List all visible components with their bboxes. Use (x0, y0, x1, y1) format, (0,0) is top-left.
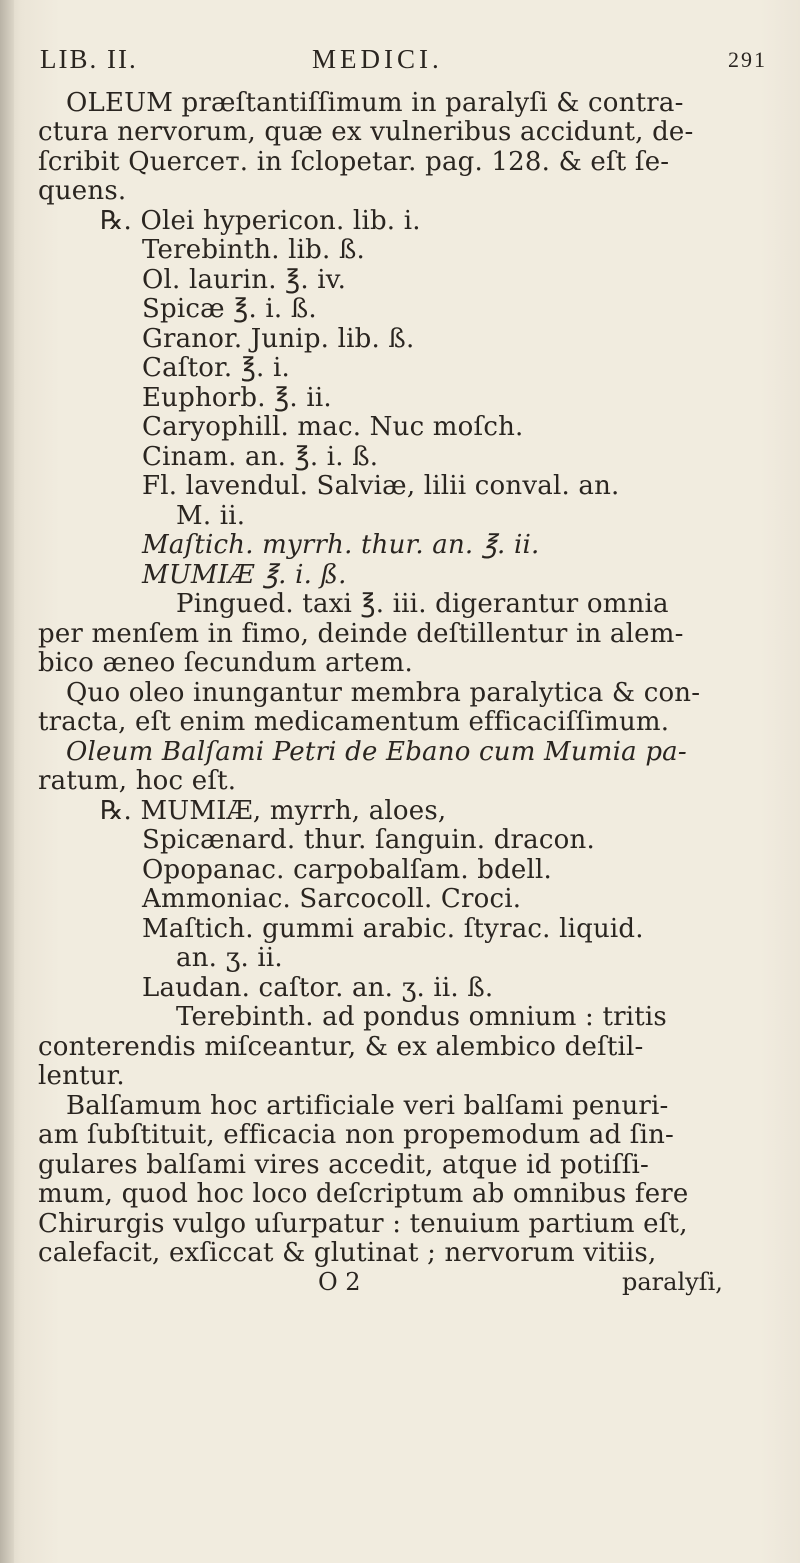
text-line: am ſubſtituit, efficacia non propemodum ad ſin- (38, 1120, 675, 1150)
text-line: Chirurgis vulgo uſurpatur : tenuium partium eſt, (38, 1209, 688, 1239)
text-line: Spicæ ℥. i. ß. (142, 294, 317, 324)
text-line: MUMIÆ ℥. i. ß. (142, 560, 347, 590)
text-line: Balſamum hoc artificiale veri balſami penuri- (66, 1091, 669, 1121)
running-header (40, 44, 770, 80)
text-line: ctura nervorum, quæ ex vulneribus accidunt, de- (38, 117, 694, 147)
text-line: Laudan. caſtor. an. ʒ. ii. ß. (142, 973, 494, 1003)
text-line: quens. (38, 176, 127, 206)
signature-mark: O 2 (318, 1268, 361, 1296)
text-line: conterendis miſceantur, & ex alembico deſtil- (38, 1032, 644, 1062)
text-line: Caſtor. ℥. i. (142, 353, 290, 383)
text-line: Opopanac. carpobalſam. bdell. (142, 855, 553, 885)
text-line: Spicænard. thur. ſanguin. dracon. (142, 825, 595, 855)
text-line: Pingued. taxi ℥. iii. digerantur omnia (176, 589, 669, 619)
text-line: OLEUM præſtantiſſimum in paralyſi & contra- (66, 88, 684, 118)
text-line: Caryophill. mac. Nuc moſch. (142, 412, 524, 442)
text-line: Cinam. an. ℥. i. ß. (142, 442, 379, 472)
header-page-number: 291 (728, 47, 767, 72)
text-line: bico æneo ſecundum artem. (38, 648, 413, 678)
text-line: mum, quod hoc loco deſcriptum ab omnibus fere (38, 1179, 689, 1209)
text-line: Oleum Balſami Petri de Ebano cum Mumia pa- (66, 737, 687, 767)
text-line: Granor. Junip. lib. ß. (142, 324, 415, 354)
text-line: calefacit, exſiccat & glutinat ; nervorum vitiis, (38, 1238, 657, 1268)
header-book: LIB. II. (40, 44, 138, 74)
text-line: Euphorb. ℥. ii. (142, 383, 332, 413)
text-line: per menſem in fimo, deinde deſtillentur in alem- (38, 619, 684, 649)
text-line: Maſtich. myrrh. thur. an. ℥. ii. (142, 530, 540, 560)
text-line: Ammoniac. Sarcocoll. Croci. (142, 884, 522, 914)
text-line: gulares balſami vires accedit, atque id potiſſi- (38, 1150, 650, 1180)
catchword: paralyſi, (622, 1268, 723, 1296)
text-line: M. ii. (176, 501, 246, 531)
text-line: Maſtich. gummi arabic. ſtyrac. liquid. (142, 914, 644, 944)
text-line: Terebinth. ad pondus omnium : tritis (176, 1002, 667, 1032)
text-line: ratum, hoc eſt. (38, 766, 237, 796)
text-line: Fl. lavendul. Salviæ, lilii conval. an. (142, 471, 620, 501)
text-line: Quo oleo inungantur membra paralytica & con- (66, 678, 701, 708)
header-title: MEDICI. (312, 44, 443, 74)
text-line: an. ʒ. ii. (176, 943, 283, 973)
text-line: ℞. MUMIÆ, myrrh, aloes, (100, 796, 447, 826)
text-line: tracta, eſt enim medicamentum efficaciſſimum. (38, 707, 670, 737)
text-line: lentur. (38, 1061, 125, 1091)
text-line: Ol. laurin. ℥. iv. (142, 265, 347, 295)
text-line: ſcribit Querceт. in ſclopetar. pag. 128. & eſt ſe- (38, 147, 670, 177)
text-line: Terebinth. lib. ß. (142, 235, 365, 265)
page-footer (0, 1268, 800, 1298)
text-line: ℞. Olei hypericon. lib. i. (100, 206, 421, 236)
page-gutter-shadow (0, 0, 14, 1563)
